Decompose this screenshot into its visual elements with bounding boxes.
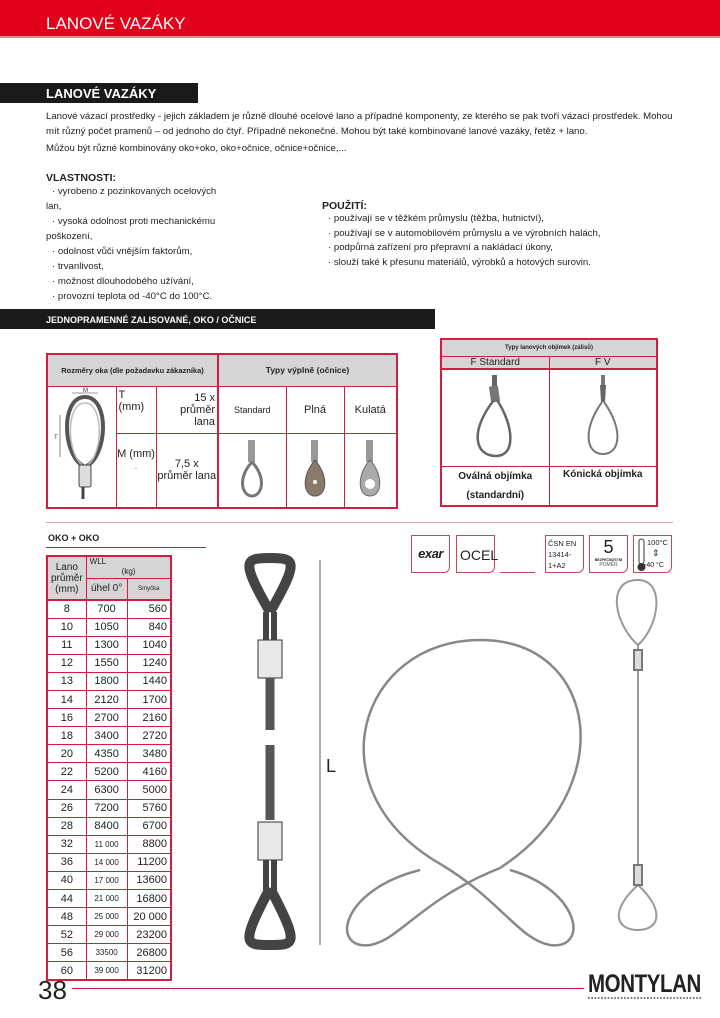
rope-diameter: 18 bbox=[47, 727, 86, 745]
wll-angle-0: 700 bbox=[86, 600, 127, 618]
wll-table bbox=[46, 555, 172, 981]
wll-angle-0: 11 000 bbox=[86, 835, 127, 853]
rope-diameter: 13 bbox=[47, 672, 86, 690]
table-row bbox=[47, 835, 171, 853]
wll-angle-0: 5200 bbox=[86, 763, 127, 781]
header-loop: Smyčka bbox=[127, 578, 171, 600]
rope-diameter: 44 bbox=[47, 890, 86, 908]
temp-high: 100°C bbox=[647, 538, 668, 547]
wll-angle-0: 33500 bbox=[86, 944, 127, 962]
wll-loop: 20 000 bbox=[127, 908, 171, 926]
rope-diameter: 26 bbox=[47, 799, 86, 817]
property-item: · odolnost vůči vnějším faktorům, bbox=[52, 246, 193, 257]
norm-line: 13414- bbox=[548, 550, 572, 559]
property-item: lan, bbox=[46, 201, 62, 212]
property-item: · vyrobeno z pozinkovaných ocelových bbox=[52, 186, 217, 197]
up-down-arrow-icon: ⇕ bbox=[652, 548, 660, 558]
oko-oko-title: OKO + OKO bbox=[48, 533, 100, 543]
conical-ferrule-icon bbox=[578, 370, 628, 460]
table-row bbox=[47, 890, 171, 908]
page-number: 38 bbox=[38, 975, 67, 1005]
rope-diameter: 48 bbox=[47, 908, 86, 926]
m-value: 7,5 x průměr lana bbox=[156, 433, 218, 508]
wll-label: WLL bbox=[89, 557, 107, 567]
usage-item: · používají se v automobilovém průmyslu a ve výrobních halách, bbox=[328, 227, 601, 239]
t-label: T (mm) bbox=[116, 386, 156, 433]
svg-text:M: M bbox=[82, 387, 88, 394]
rope-diameter: 16 bbox=[47, 709, 86, 727]
wll-loop: 2160 bbox=[127, 709, 171, 727]
wll-angle-0: 6300 bbox=[86, 781, 127, 799]
wll-angle-0: 2120 bbox=[86, 690, 127, 708]
wll-loop: 5760 bbox=[127, 799, 171, 817]
table-row bbox=[47, 871, 171, 889]
rope-diameter: 12 bbox=[47, 654, 86, 672]
eye-dimensions-table bbox=[46, 353, 398, 509]
norm-line: 1+A2 bbox=[548, 561, 566, 570]
rope-diameter: 32 bbox=[47, 835, 86, 853]
property-item: · trvanlivost, bbox=[52, 261, 104, 272]
single-sling-icon bbox=[617, 580, 657, 930]
rope-diameter: 22 bbox=[47, 763, 86, 781]
wll-loop: 5000 bbox=[127, 781, 171, 799]
wll-loop: 1440 bbox=[127, 672, 171, 690]
m-label bbox=[116, 433, 156, 508]
property-item: poškození, bbox=[46, 231, 93, 242]
table-row bbox=[47, 853, 171, 871]
thimble-round-image bbox=[344, 433, 397, 508]
length-label: L bbox=[326, 756, 337, 776]
material-badge: OCEL bbox=[456, 535, 495, 573]
ferrule-types-table bbox=[440, 338, 658, 507]
wll-angle-0: 1800 bbox=[86, 672, 127, 690]
exar-brand-badge: exar bbox=[411, 535, 450, 573]
thimble-standard-icon bbox=[237, 438, 267, 498]
header-wll bbox=[86, 556, 171, 578]
ratio-label: BEZPEČNOSTNÍ bbox=[594, 558, 623, 562]
rope-diameter: 14 bbox=[47, 690, 86, 708]
rope-diameter: 56 bbox=[47, 944, 86, 962]
wll-angle-0: 17 000 bbox=[86, 871, 127, 889]
table-row bbox=[47, 944, 171, 962]
properties-title: VLASTNOSTI: bbox=[46, 172, 116, 184]
oko-underline bbox=[46, 547, 206, 548]
rope-diameter: 52 bbox=[47, 926, 86, 944]
ferrule-fv-header: F V bbox=[549, 356, 657, 369]
wll-angle-0: 4350 bbox=[86, 745, 127, 763]
header-rope-diameter: Lano průměr (mm) bbox=[47, 556, 86, 600]
ferrule-table-title: Typy lanových objímek (zálisů) bbox=[441, 339, 657, 356]
ratio-label: POMĚR bbox=[599, 562, 618, 568]
table-row bbox=[47, 817, 171, 835]
table-row bbox=[47, 672, 171, 690]
oval-label: Oválná objímka bbox=[458, 470, 533, 482]
header-title: LANOVÉ VAZÁKY bbox=[46, 14, 186, 33]
wll-loop: 11200 bbox=[127, 853, 171, 871]
intro-paragraph: Lanové vázací prostředky - jejich základem je různě dlouhé ocelové lano a případné komponenty, ze kterého se pak tvoří vázací prostředek. Mohou mít různý počet pramenů – od jednoho do čtyř. Případně nekonečné. Mohou být také kombinované lanové vazáky, řetěz + lano. bbox=[46, 111, 673, 137]
rope-diameter: 28 bbox=[47, 817, 86, 835]
thimble-types-header: Typy výplně (očnice) bbox=[218, 354, 397, 386]
wll-angle-0: 29 000 bbox=[86, 926, 127, 944]
wll-loop: 840 bbox=[127, 618, 171, 636]
table-row bbox=[47, 908, 171, 926]
dot: . bbox=[134, 461, 138, 471]
footer-line bbox=[72, 988, 584, 989]
divider bbox=[46, 522, 673, 523]
header-angle: úhel 0° bbox=[86, 578, 127, 600]
wll-angle-0: 1300 bbox=[86, 636, 127, 654]
table-row bbox=[47, 781, 171, 799]
kg-label: (kg) bbox=[121, 567, 136, 577]
sling-drawing-icon bbox=[249, 558, 320, 945]
subsection-title: JEDNOPRAMENNÉ ZALISOVANÉ, OKO / OČNICE bbox=[0, 309, 435, 329]
wll-angle-0: 21 000 bbox=[86, 890, 127, 908]
table-row bbox=[47, 654, 171, 672]
top-header bbox=[0, 0, 720, 38]
wll-loop: 8800 bbox=[127, 835, 171, 853]
loop-sling-icon bbox=[347, 640, 580, 945]
ferrule-conical-label: Kónická objímka bbox=[549, 466, 657, 506]
table-row bbox=[47, 926, 171, 944]
property-item: · provozní teplota od -40°C do 100°C. bbox=[52, 291, 213, 302]
table-row bbox=[47, 745, 171, 763]
wll-loop: 6700 bbox=[127, 817, 171, 835]
wll-loop: 3480 bbox=[127, 745, 171, 763]
ferrule-conical-image bbox=[549, 369, 657, 466]
temp-low: -40 °C bbox=[644, 562, 664, 569]
rope-diameter: 8 bbox=[47, 600, 86, 618]
wll-angle-0: 1050 bbox=[86, 618, 127, 636]
ratio-value: 5 bbox=[603, 537, 614, 557]
table-row bbox=[47, 763, 171, 781]
wll-angle-0: 14 000 bbox=[86, 853, 127, 871]
wll-angle-0: 8400 bbox=[86, 817, 127, 835]
rope-diameter: 11 bbox=[47, 636, 86, 654]
rope-diameter: 40 bbox=[47, 871, 86, 889]
property-item: · možnost dlouhodobého užívání, bbox=[52, 276, 194, 287]
table-row bbox=[47, 618, 171, 636]
ferrule-oval-label bbox=[441, 466, 549, 506]
wll-loop: 16800 bbox=[127, 890, 171, 908]
thimble-full-icon bbox=[300, 438, 330, 498]
thimble-round-icon bbox=[355, 438, 385, 498]
table-row bbox=[47, 690, 171, 708]
table-row bbox=[47, 799, 171, 817]
table-row bbox=[47, 709, 171, 727]
section-title: LANOVÉ VAZÁKY bbox=[0, 83, 198, 103]
rope-diameter: 60 bbox=[47, 962, 86, 980]
sling-illustrations bbox=[220, 550, 680, 960]
norm-line: ČSN EN bbox=[548, 539, 577, 548]
eye-diagram bbox=[47, 386, 116, 508]
rope-diameter: 36 bbox=[47, 853, 86, 871]
thimble-standard-image bbox=[218, 433, 286, 508]
wll-loop: 1240 bbox=[127, 654, 171, 672]
thimble-round-label: Kulatá bbox=[344, 386, 397, 433]
wll-angle-0: 25 000 bbox=[86, 908, 127, 926]
table-row bbox=[47, 727, 171, 745]
usage-item: · podpůrná zařízení pro přepravní a nakládací úkony, bbox=[328, 242, 553, 253]
intro-combinations: Můžou být různé kombinovány oko+oko, oko+očnice, očnice+očnice,... bbox=[46, 143, 347, 154]
wll-loop: 13600 bbox=[127, 871, 171, 889]
wll-loop: 560 bbox=[127, 600, 171, 618]
rope-diameter: 20 bbox=[47, 745, 86, 763]
svg-text:T: T bbox=[53, 434, 58, 441]
ferrule-oval-image bbox=[441, 369, 549, 466]
rope-diameter: 10 bbox=[47, 618, 86, 636]
wll-loop: 1040 bbox=[127, 636, 171, 654]
wll-loop: 26800 bbox=[127, 944, 171, 962]
wll-loop: 2720 bbox=[127, 727, 171, 745]
thimble-full-label: Plná bbox=[286, 386, 344, 433]
eye-loop-icon bbox=[52, 387, 112, 502]
wll-angle-0: 7200 bbox=[86, 799, 127, 817]
wll-angle-0: 39 000 bbox=[86, 962, 127, 980]
m-label-text: M (mm) bbox=[117, 447, 155, 460]
t-value: 15 x průměr lana bbox=[156, 386, 218, 433]
ferrule-standard-header: F Standard bbox=[441, 356, 549, 369]
eye-dimensions-header: Rozměry oka (dle požadavku zákazníka) bbox=[47, 354, 218, 386]
oval-sublabel: (standardní) bbox=[466, 489, 525, 501]
thimble-standard-label: Standard bbox=[218, 386, 286, 433]
wll-angle-0: 2700 bbox=[86, 709, 127, 727]
usage-item: · slouží také k přesunu materiálů, výrobků a hotových surovin. bbox=[328, 256, 591, 268]
oval-ferrule-icon bbox=[470, 370, 520, 460]
usage-title: POUŽITÍ: bbox=[322, 200, 367, 212]
table-row bbox=[47, 636, 171, 654]
usage-section bbox=[322, 200, 682, 270]
thimble-full-image bbox=[286, 433, 344, 508]
wll-angle-0: 1550 bbox=[86, 654, 127, 672]
rope-diameter: 24 bbox=[47, 781, 86, 799]
table-row bbox=[47, 600, 171, 618]
wll-loop: 1700 bbox=[127, 690, 171, 708]
wll-loop: 4160 bbox=[127, 763, 171, 781]
montylan-logo: MONTYLAN bbox=[588, 970, 701, 998]
usage-item: · používají se v těžkém průmyslu (těžba, hutnictví), bbox=[328, 213, 544, 224]
property-item: · vysoká odolnost proti mechanickému bbox=[52, 216, 216, 227]
wll-loop: 31200 bbox=[127, 962, 171, 980]
wll-loop: 23200 bbox=[127, 926, 171, 944]
properties-section bbox=[46, 172, 256, 304]
wll-angle-0: 3400 bbox=[86, 727, 127, 745]
